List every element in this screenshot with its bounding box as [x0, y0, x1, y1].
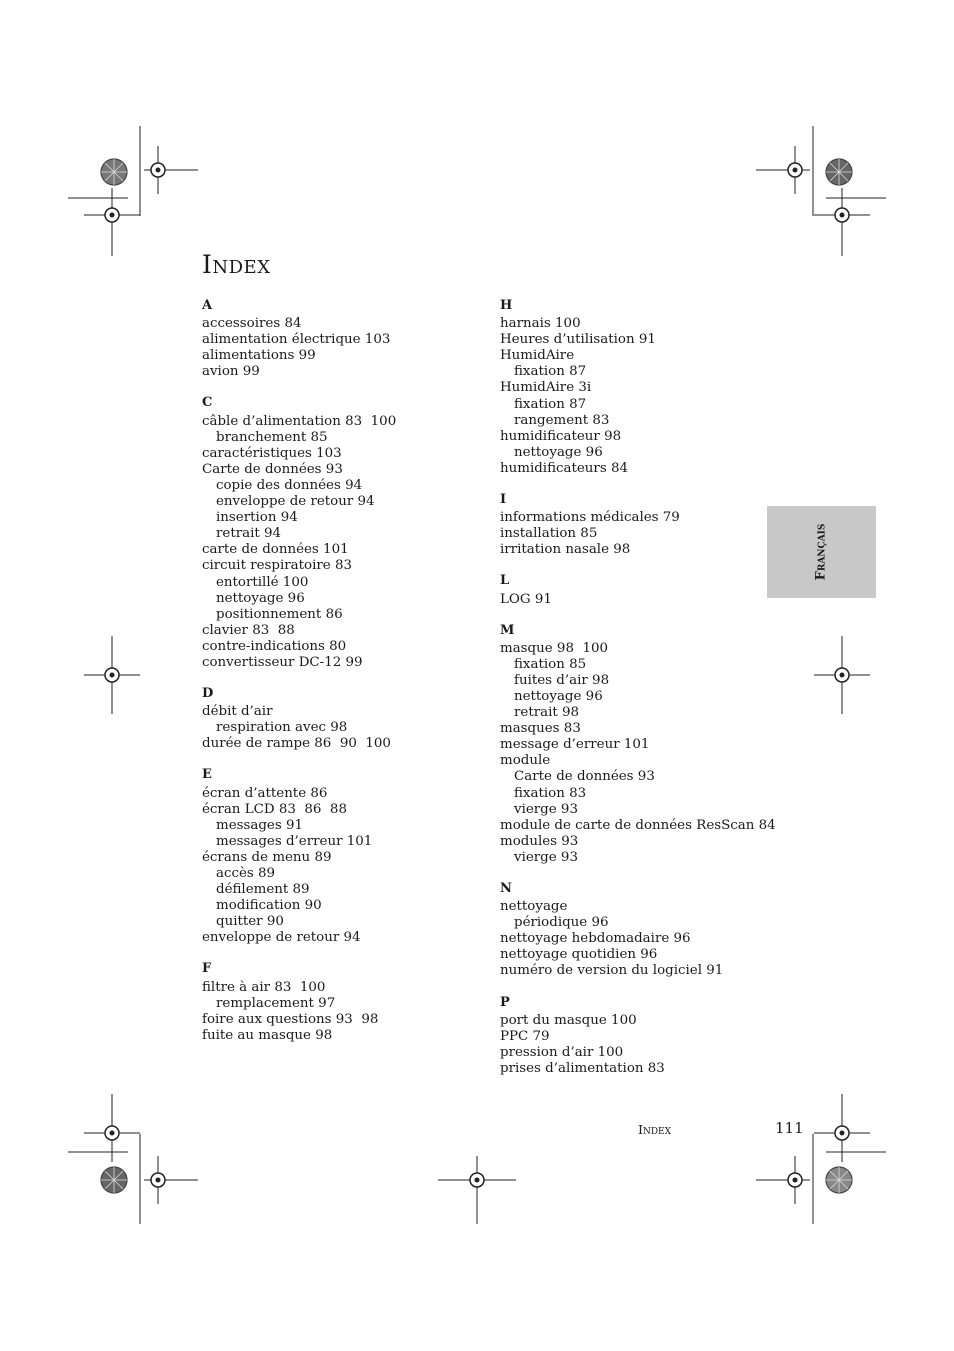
index-subentry: enveloppe de retour 94 — [216, 494, 375, 510]
section-letter: C — [202, 395, 213, 411]
page-title: Index — [202, 250, 271, 279]
index-entry: PPC 79 — [500, 1028, 550, 1044]
index-entry: nettoyage — [500, 899, 568, 915]
index-subentry: fixation 87 — [514, 396, 587, 412]
index-section — [500, 622, 776, 866]
index-section — [500, 995, 765, 1077]
index-subentry: messages 91 — [216, 817, 304, 833]
index-section — [500, 298, 765, 477]
index-entry: écran d’attente 86 — [202, 785, 328, 801]
index-subentry: respiration avec 98 — [216, 720, 348, 736]
index-entry: LOG 91 — [500, 591, 552, 607]
index-section — [202, 767, 487, 946]
index-subentry: fixation 85 — [514, 656, 587, 672]
index-subentry: branchement 85 — [216, 429, 328, 445]
section-letter: P — [500, 994, 510, 1010]
index-entry: masque 98 100 — [500, 640, 609, 656]
index-subentry: accès 89 — [216, 866, 276, 881]
index-entry: module — [500, 753, 551, 769]
page-number: 111 — [775, 1119, 804, 1137]
index-entry: convertisseur DC-12 99 — [202, 654, 363, 670]
index-entry: port du masque 100 — [500, 1012, 637, 1028]
index-subentry: nettoyage 96 — [216, 590, 305, 606]
index-entry: prises d’alimentation 83 — [500, 1060, 665, 1076]
index-entry: fuite au masque 98 — [202, 1027, 333, 1043]
index-entry: message d’erreur 101 — [500, 737, 650, 753]
index-entry: caractéristiques 103 — [202, 445, 342, 461]
index-entry: informations médicales 79 — [500, 510, 680, 526]
language-tab — [767, 506, 876, 598]
index-entry: Heures d’utilisation 91 — [500, 332, 656, 348]
index-entry: numéro de version du logiciel 91 — [500, 963, 724, 979]
index-entry: Carte de données 93 — [202, 461, 343, 477]
section-letter: N — [500, 881, 512, 896]
index-column-left — [202, 298, 487, 1059]
index-subentry: remplacement 97 — [216, 995, 336, 1011]
index-section — [500, 881, 765, 980]
index-entry: HumidAire 3i — [500, 380, 592, 396]
section-letter: H — [500, 298, 513, 313]
index-entry: câble d’alimentation 83 100 — [202, 413, 397, 429]
index-subentry: entortillé 100 — [216, 574, 309, 590]
index-entry: module de carte de données ResScan 84 — [500, 817, 776, 833]
index-subentry: copie des données 94 — [216, 477, 363, 493]
section-letter: M — [500, 622, 515, 638]
index-entry: pression d’air 100 — [500, 1044, 624, 1060]
index-section — [500, 492, 765, 558]
index-subentry: vierge 93 — [514, 849, 578, 865]
index-entry: débit d’air — [202, 704, 273, 720]
index-entry: alimentations 99 — [202, 348, 316, 364]
index-entry: clavier 83 88 — [202, 622, 295, 638]
index-subentry: messages d’erreur 101 — [216, 833, 373, 849]
section-letter: A — [202, 298, 213, 313]
index-subentry: retrait 98 — [514, 705, 580, 721]
section-letter: D — [202, 686, 214, 702]
section-letter: I — [500, 492, 507, 508]
index-entry: écrans de menu 89 — [202, 849, 332, 865]
index-section — [202, 686, 487, 752]
index-subentry: nettoyage 96 — [514, 688, 603, 704]
index-subentry: défilement 89 — [216, 882, 310, 898]
footer-title: Index — [638, 1122, 672, 1137]
index-entry: durée de rampe 86 90 100 — [202, 736, 391, 752]
section-letter: E — [202, 767, 212, 783]
index-entry: irritation nasale 98 — [500, 542, 631, 558]
index-section — [202, 298, 487, 380]
index-entry: accessoires 84 — [202, 316, 302, 332]
index-subentry: fixation 87 — [514, 364, 587, 380]
index-entry: installation 85 — [500, 526, 598, 542]
index-subentry: modification 90 — [216, 898, 322, 914]
index-entry: nettoyage hebdomadaire 96 — [500, 931, 691, 947]
index-entry: alimentation électrique 103 — [202, 332, 391, 348]
index-subentry: nettoyage 96 — [514, 444, 603, 460]
index-subentry: fuites d’air 98 — [514, 672, 610, 688]
index-entry: carte de données 101 — [202, 542, 349, 558]
index-entry: foire aux questions 93 98 — [202, 1011, 379, 1027]
index-entry: circuit respiratoire 83 — [202, 558, 353, 574]
index-subentry: retrait 94 — [216, 526, 282, 542]
index-section — [500, 573, 765, 607]
section-letter: F — [202, 961, 212, 977]
index-entry: humidificateur 98 — [500, 428, 622, 444]
index-subentry: Carte de données 93 — [514, 769, 655, 785]
index-subentry: insertion 94 — [216, 510, 298, 526]
index-subentry: positionnement 86 — [216, 606, 343, 622]
index-entry: écran LCD 83 86 88 — [202, 801, 347, 817]
index-entry: humidificateurs 84 — [500, 460, 628, 476]
index-entry: filtre à air 83 100 — [202, 979, 326, 995]
index-section — [202, 961, 487, 1043]
index-section — [202, 395, 487, 671]
index-subentry: rangement 83 — [514, 412, 610, 428]
index-subentry: périodique 96 — [514, 915, 609, 931]
index-entry: masques 83 — [500, 721, 581, 737]
index-column-right — [500, 298, 776, 1092]
index-entry: contre-indications 80 — [202, 638, 347, 654]
language-tab-label: Français — [813, 523, 829, 581]
index-entry: nettoyage quotidien 96 — [500, 947, 658, 963]
index-entry: HumidAire — [500, 348, 575, 364]
index-entry: avion 99 — [202, 364, 260, 380]
index-subentry: fixation 83 — [514, 785, 587, 801]
index-subentry: vierge 93 — [514, 801, 578, 817]
index-subentry: quitter 90 — [216, 914, 284, 930]
section-letter: L — [500, 573, 510, 589]
index-entry: harnais 100 — [500, 316, 581, 332]
index-entry: enveloppe de retour 94 — [202, 930, 361, 946]
index-entry: modules 93 — [500, 833, 579, 849]
